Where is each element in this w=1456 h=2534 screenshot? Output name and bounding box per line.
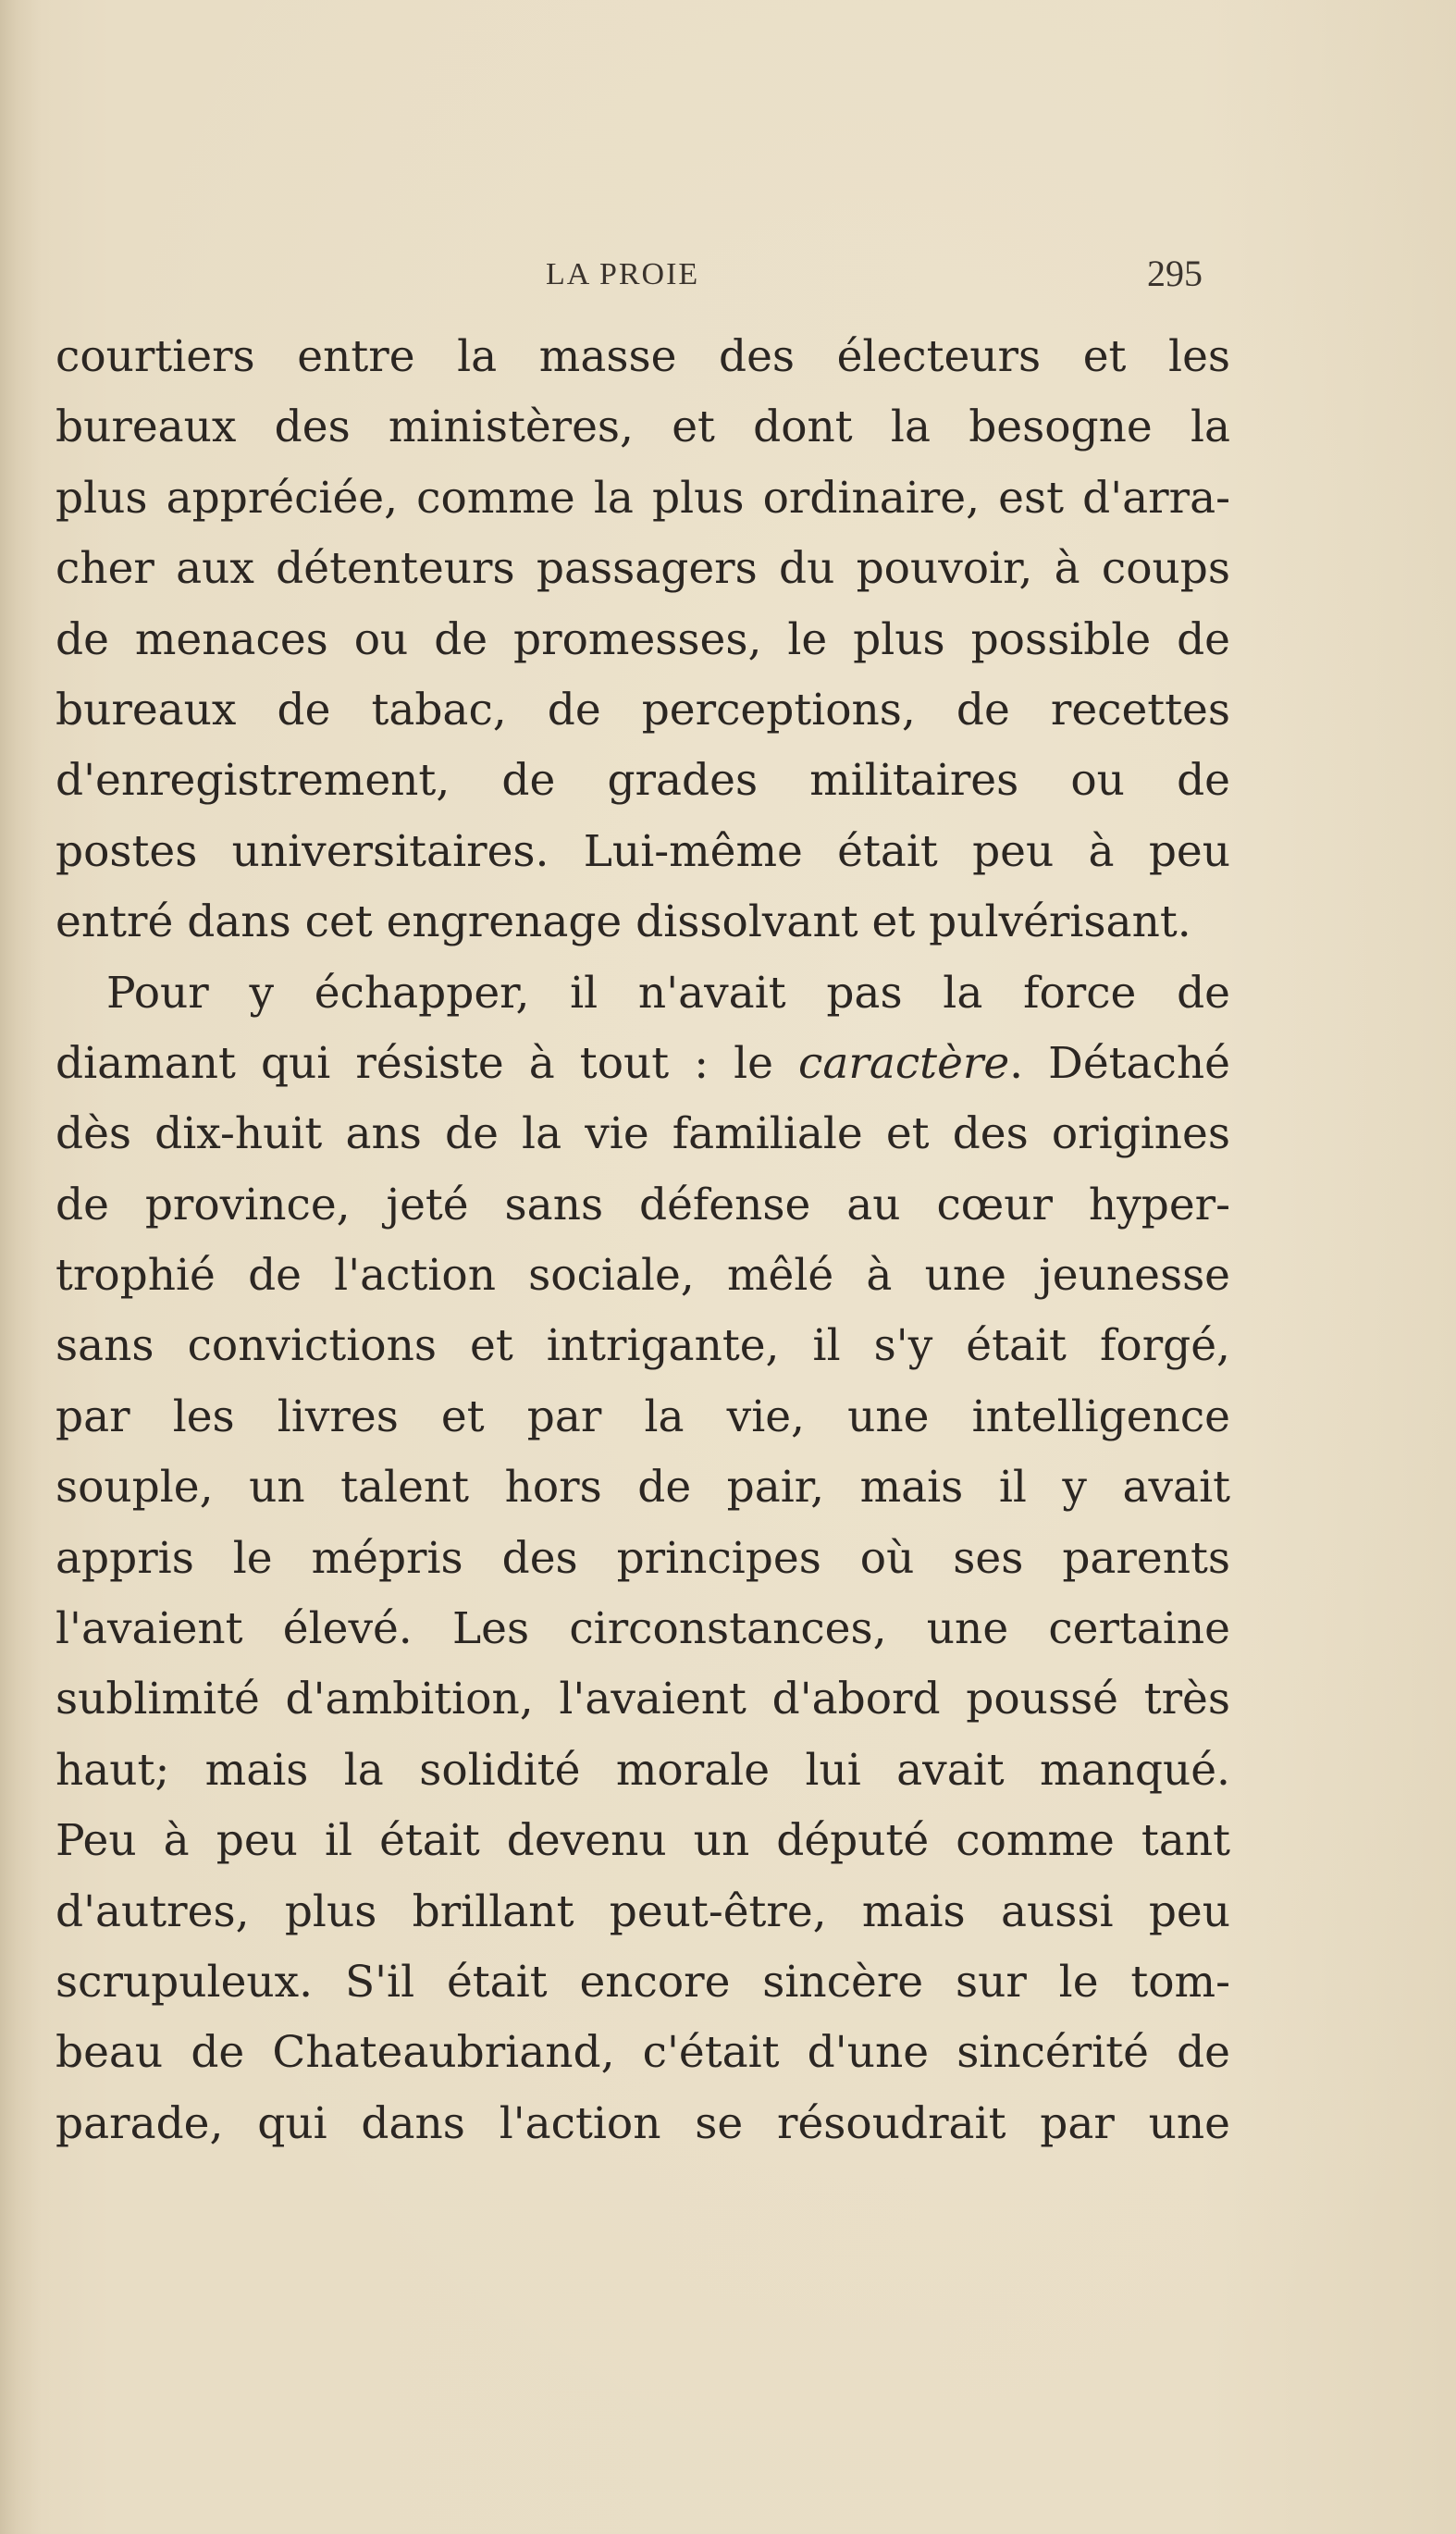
text-line: l'avaient élevé. Les circonstances, une certaine	[56, 1603, 1230, 1655]
text-line: plus appréciée, comme la plus ordinaire, est d'arra-	[56, 472, 1230, 524]
text-line: beau de Chateaubriand, c'était d'une sincérité de	[56, 2027, 1230, 2079]
text-line: parade, qui dans l'action se résoudrait par une	[56, 2097, 1230, 2149]
italic-word: caractère	[798, 1037, 1010, 1089]
text-line: souple, un talent hors de pair, mais il y avait	[56, 1462, 1230, 1514]
text-line: bureaux de tabac, de perceptions, de recettes	[56, 684, 1230, 735]
text-line: postes universitaires. Lui-même était peu à peu	[56, 825, 1230, 877]
text-line: de province, jeté sans défense au cœur hyper-	[56, 1179, 1230, 1230]
text-line: bureaux des ministères, et dont la besogne la	[56, 402, 1230, 453]
text-line: haut; mais la solidité morale lui avait manqué.	[56, 1744, 1230, 1796]
paragraph-start-line: Pour y échapper, il n'avait pas la force de	[106, 967, 1230, 1019]
text-line: dès dix-huit ans de la vie familiale et des origines	[56, 1108, 1230, 1160]
text-line: Peu à peu il était devenu un député comme tant	[56, 1815, 1230, 1867]
text-line: trophié de l'action sociale, mêlé à une jeunesse	[56, 1250, 1230, 1302]
text-line: sans convictions et intrigante, il s'y était forgé,	[56, 1320, 1230, 1372]
body-text	[56, 322, 1230, 2159]
text-segment: diamant qui résiste à tout : le	[56, 1037, 799, 1089]
text-line: appris le mépris des principes où ses parents	[56, 1532, 1230, 1584]
paragraph-end-line: entré dans cet engrenage dissolvant et pulvérisant.	[56, 896, 1191, 948]
text-line: scrupuleux. S'il était encore sincère sur le tom-	[56, 1956, 1230, 2008]
text-line: courtiers entre la masse des électeurs et les	[56, 331, 1230, 382]
text-line: d'enregistrement, de grades militaires ou de	[56, 755, 1230, 807]
text-line: d'autres, plus brillant peut-être, mais aussi peu	[56, 1885, 1230, 1937]
text-segment: . Détaché	[1009, 1037, 1230, 1089]
text-line: cher aux détenteurs passagers du pouvoir, à coups	[56, 543, 1230, 595]
running-title: LA PROIE	[546, 257, 700, 291]
text-line-with-italic	[56, 1029, 1230, 1099]
page-header	[0, 252, 1456, 307]
page-number: 295	[1147, 253, 1203, 294]
text-line: par les livres et par la vie, une intelligence	[56, 1391, 1230, 1442]
text-line: de menaces ou de promesses, le plus possible de	[56, 613, 1230, 665]
text-line: sublimité d'ambition, l'avaient d'abord poussé très	[56, 1674, 1230, 1725]
